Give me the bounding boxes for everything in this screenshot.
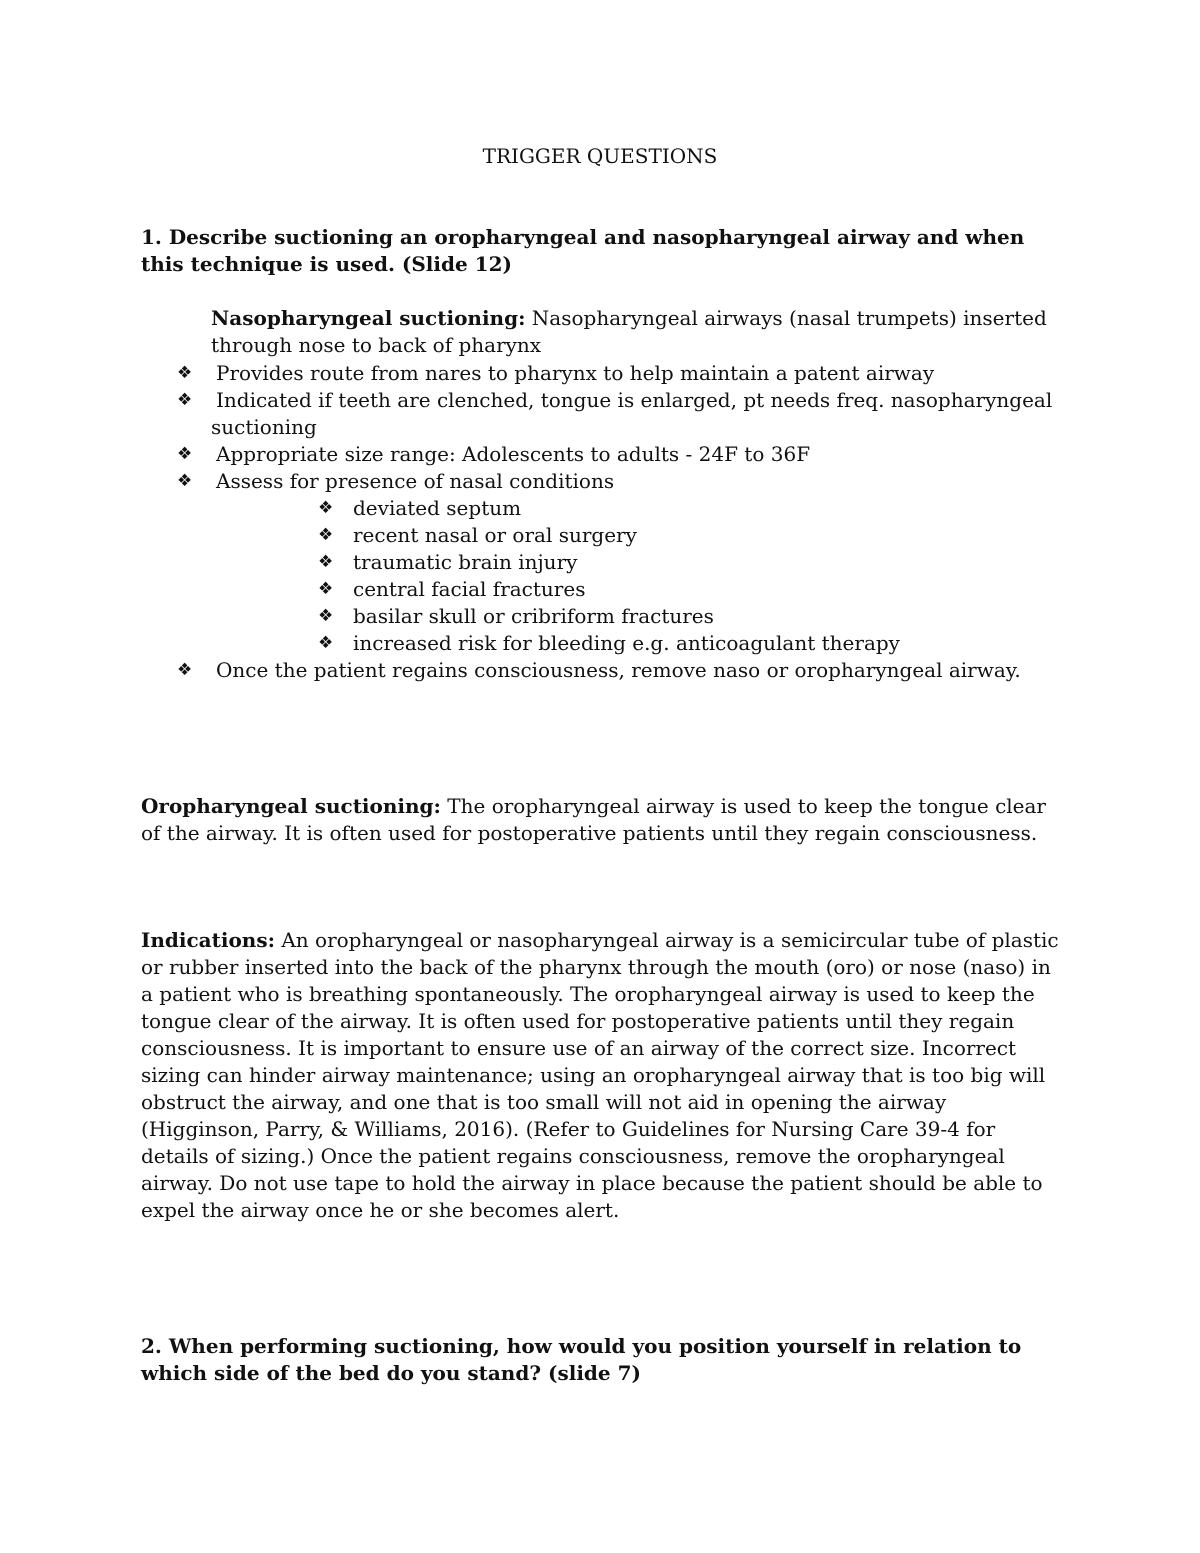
diamond-bullet-icon: ❖ xyxy=(177,471,193,491)
question-1: 1. Describe suctioning an oropharyngeal and nasopharyngeal airway and when this technique is used. (Slide 12) xyxy=(141,225,1025,276)
bullet-text: Once the patient regains consciousness, remove naso or oropharyngeal airway. xyxy=(216,658,1021,682)
diamond-bullet-icon: ❖ xyxy=(318,552,334,572)
bullet-text: Appropriate size range: Adolescents to adults - 24F to 36F xyxy=(216,442,811,466)
nasopharyngeal-text: Nasopharyngeal airways (nasal trumpets) inserted through nose to back of pharynx xyxy=(211,306,1047,357)
bullet-text: Indicated if teeth are clenched, tongue is enlarged, pt needs freq. nasopharyngeal xyxy=(216,388,1053,412)
nasopharyngeal-section xyxy=(211,305,1061,359)
sub-bullet-text: traumatic brain injury xyxy=(353,550,578,574)
sub-list-item xyxy=(0,522,1200,549)
document-title: TRIGGER QUESTIONS xyxy=(482,144,718,168)
indications-text: An oropharyngeal or nasopharyngeal airway is a semicircular tube of plastic or rubber inserted into the back of the pharynx through the mouth (oro) or nose (naso) in a patient who is breathing spontaneously. The oropharyngeal airway is used to keep the tongue clear of the airway. It is often used for postoperative patients until they regain consciousness. It is important to ensure use of an airway of the correct size. Incorrect sizing can hinder airway maintenance; using an oropharyngeal airway that is too big will obstruct the airway, and one that is too small will not aid in opening the airway (Higginson, Parry, & Williams, 2016). (Refer to Guidelines for Nursing Care 39-4 for details of sizing.) Once the patient regains consciousness, remove the oropharyngeal airway. Do not use tape to hold the airway in place because the patient should be able to expel the airway once he or she becomes alert. xyxy=(141,928,1059,1222)
oropharyngeal-label: Oropharyngeal suctioning: xyxy=(141,794,441,818)
list-item-continuation xyxy=(0,414,1200,441)
list-item xyxy=(0,360,1200,387)
diamond-bullet-icon: ❖ xyxy=(318,525,334,545)
diamond-bullet-icon: ❖ xyxy=(177,660,193,680)
diamond-bullet-icon: ❖ xyxy=(177,390,193,410)
list-item xyxy=(0,468,1200,495)
sub-bullet-text: central facial fractures xyxy=(353,577,586,601)
nasopharyngeal-label: Nasopharyngeal suctioning: xyxy=(211,306,526,330)
indications-label: Indications: xyxy=(141,928,275,952)
sub-list-item xyxy=(0,630,1200,657)
sub-bullet-text: increased risk for bleeding e.g. anticoagulant therapy xyxy=(353,631,900,655)
list-item xyxy=(0,387,1200,414)
sub-list-item xyxy=(0,495,1200,522)
sub-list-item xyxy=(0,549,1200,576)
sub-bullet-text: recent nasal or oral surgery xyxy=(353,523,637,547)
bullet-text: Provides route from nares to pharynx to help maintain a patent airway xyxy=(216,361,935,385)
diamond-bullet-icon: ❖ xyxy=(318,498,334,518)
oropharyngeal-text: The oropharyngeal airway is used to keep the tongue clear of the airway. It is often used for postoperative patients until they regain consciousness. xyxy=(141,794,1046,845)
sub-list-item xyxy=(0,603,1200,630)
diamond-bullet-icon: ❖ xyxy=(177,444,193,464)
question-2: 2. When performing suctioning, how would you position yourself in relation to which side of the bed do you stand? (slide 7) xyxy=(141,1334,1022,1385)
sub-bullet-text: basilar skull or cribriform fractures xyxy=(353,604,714,628)
bullet-text: Assess for presence of nasal conditions xyxy=(216,469,615,493)
diamond-bullet-icon: ❖ xyxy=(318,579,334,599)
diamond-bullet-icon: ❖ xyxy=(177,363,193,383)
sub-bullet-text: deviated septum xyxy=(353,496,522,520)
list-item xyxy=(0,441,1200,468)
diamond-bullet-icon: ❖ xyxy=(318,606,334,626)
list-item xyxy=(0,657,1200,684)
diamond-bullet-icon: ❖ xyxy=(318,633,334,653)
bullet-text: suctioning xyxy=(211,415,317,439)
indications-section xyxy=(141,927,1061,1224)
oropharyngeal-section xyxy=(141,793,1061,847)
sub-list-item xyxy=(0,576,1200,603)
